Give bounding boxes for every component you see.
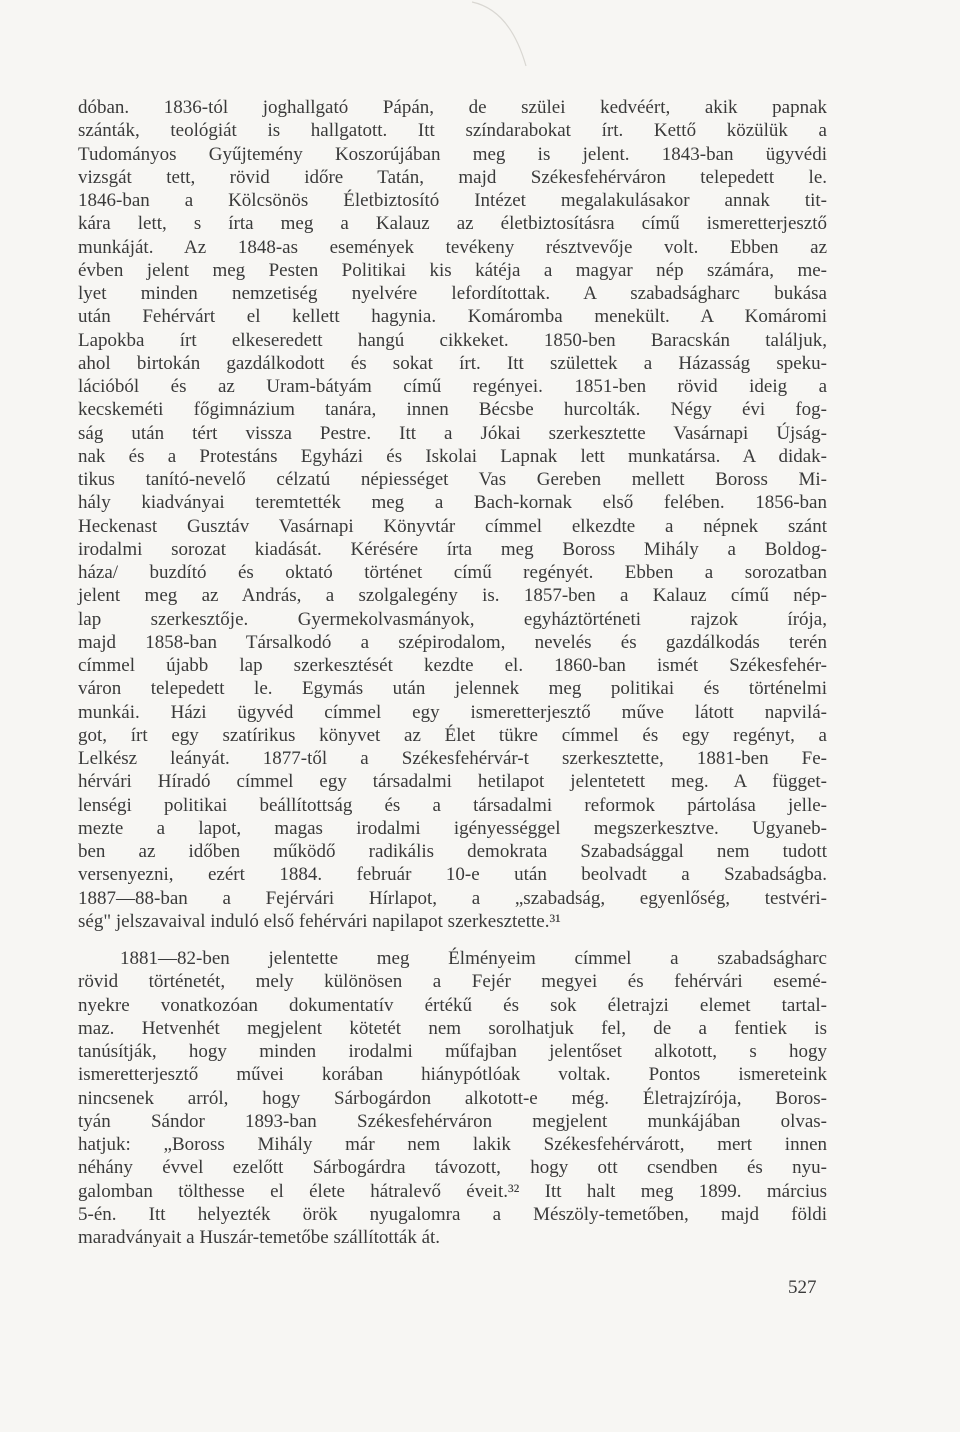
text-line: ság után tért vissza Pestre. Itt a Jókai szerkesztette Vasárnapi Újság- xyxy=(78,422,827,444)
text-line: jelent meg az András, a szolgalegény is. 1857-ben a Kalauz című nép- xyxy=(78,585,827,607)
text-line: Heckenast Gusztáv Vasárnapi Könyvtár címmel elkezdte a népnek szánt xyxy=(78,515,827,537)
text-line: galomban tölthesse el élete hátralevő éveit.³² Itt halt meg 1899. március xyxy=(78,1180,827,1202)
text-line: 1887—88-ban a Fejérvári Hírlapot, a „szabadság, egyenlőség, testvéri- xyxy=(78,887,827,909)
text-line: vizsgát tett, rövid időre Tatán, majd Székesfehérváron telepedett le. xyxy=(78,166,827,188)
text-line: munkái. Házi ügyvéd címmel egy ismeretterjesztő műve látott napvilá- xyxy=(78,701,827,723)
text-line: Lelkész leányát. 1877-től a Székesfehérvár-t szerkesztette, 1881-ben Fe- xyxy=(78,748,827,769)
text-line: ismeretterjesztő művei korában hiánypótlóak voltak. Pontos ismereteink xyxy=(78,1064,827,1086)
text-line: munkáját. Az 1848-as események tevékeny résztvevője volt. Ebben az xyxy=(78,236,827,258)
text-line: tikus tanító-nevelő célzatú népiességet Vas Gereben mellett Boross Mi- xyxy=(78,469,827,490)
text-line: szánták, teológiát is hallgatott. Itt színdarabokat írt. Kettő közülük a xyxy=(78,120,827,142)
text-line: lációból és az Uram-bátyám című regényei. 1851-ben rövid ideig a xyxy=(78,376,827,397)
paragraph-1 xyxy=(78,96,827,933)
text-line: ahol birtokán gazdálkodott és sokat írt. Itt születtek a Házasság speku- xyxy=(78,352,827,374)
text-line: ben az időben működő radikális demokrata Szabadsággal nem tudott xyxy=(78,841,827,862)
text-line: hály kiadványai teremtették meg a Bach-kornak első felében. 1856-ban xyxy=(78,492,827,514)
text-line: Lapokba írt elkeseredett hangú cikkeket. 1850-ben Baracskán találjuk, xyxy=(78,329,827,351)
text-line: maradványait a Huszár-temetőbe szállították át. xyxy=(78,1227,441,1248)
text-line: ség" jelszavaival induló első fehérvári napilapot szerkesztette.³¹ xyxy=(78,910,561,932)
page-corner-fold-mark xyxy=(470,0,530,70)
text-line: lenségi politikai beállítottság és a társadalmi reformok pártolása jelle- xyxy=(78,794,827,816)
text-line: kára lett, s írta meg a Kalauz az életbiztosításra című ismeretterjesztő xyxy=(78,213,827,235)
text-line: lyet minden nemzetiség nyelvére lefordítottak. A szabadságharc bukása xyxy=(78,283,827,304)
text-line: háza/ buzdító és oktató történet című regényét. Ebben a sorozatban xyxy=(78,562,827,583)
text-line: 1846-ban a Kölcsönös Életbiztosító Intézet megalakulásakor annak tit- xyxy=(78,190,827,211)
text-line: évben jelent meg Pesten Politikai kis kátéja a magyar nép számára, me- xyxy=(78,259,827,281)
text-line: lap szerkesztője. Gyermekolvasmányok, egyháztörténeti rajzok írója, xyxy=(78,608,827,630)
paragraph-2 xyxy=(78,947,827,1249)
text-line: got, írt egy szatírikus könyvet az Élet tükre címmel és egy regényt, a xyxy=(78,724,827,746)
text-line: kecskeméti főgimnázium tanára, innen Bécsbe hurcolták. Négy évi fog- xyxy=(78,399,827,421)
text-line: 1881—82-ben jelentette meg Élményeim címmel a szabadságharc xyxy=(120,948,827,969)
text-line: néhány évvel ezelőtt Sárbogárdra távozott, hogy ott csendben és nyu- xyxy=(78,1157,827,1179)
text-line: hatjuk: „Boross Mihály már nem lakik Székesfehérvárott, mert innen xyxy=(78,1134,827,1155)
text-line: irodalmi sorozat kiadását. Kérésére írta meg Boross Mihály a Boldog- xyxy=(78,538,827,560)
text-line: címmel újabb lap szerkesztését kezdte el. 1860-ban ismét Székesfehér- xyxy=(78,655,827,676)
text-line: hérvári Híradó címmel egy társadalmi hetilapot jelentetett meg. A függet- xyxy=(78,771,827,793)
text-line: maz. Hetvenhét megjelent kötetét nem sorolhatjuk fel, de a fentiek is xyxy=(78,1017,827,1039)
text-line: dóban. 1836-tól joghallgató Pápán, de szülei kedvéért, akik papnak xyxy=(78,97,827,118)
text-line: váron telepedett le. Egymás után jelennek meg politikai és történelmi xyxy=(78,678,827,700)
paragraph-gap xyxy=(78,933,827,947)
text-line: után Fehérvárt el kellett hagynia. Komáromba menekült. A Komáromi xyxy=(78,306,827,328)
page-number: 527 xyxy=(788,1277,817,1298)
text-line: 5-én. Itt helyezték örök nyugalomra a Mészöly-temetőben, majd földi xyxy=(78,1203,827,1225)
text-line: nyekre vonatkozóan dokumentatív értékű és sok életrajzi elemet tartal- xyxy=(78,994,827,1016)
text-line: versenyezni, ezért 1884. február 10-e után beolvadt a Szabadságba. xyxy=(78,864,827,886)
text-line: mezte a lapot, magas irodalmi igényességgel megszerkesztve. Ugyaneb- xyxy=(78,817,827,839)
text-line: nak és a Protestáns Egyházi és Iskolai Lapnak lett munkatársa. A didak- xyxy=(78,445,827,467)
page-body xyxy=(78,96,827,1249)
text-line: tanúsítják, hogy minden irodalmi műfajban jelentőset alkotott, s hogy xyxy=(78,1041,827,1062)
text-line: tyán Sándor 1893-ban Székesfehérváron megjelent munkájában olvas- xyxy=(78,1110,827,1132)
text-line: nincsenek arról, hogy Sárbogárdon alkotott-e még. Életrajzírója, Boros- xyxy=(78,1087,827,1109)
text-line: majd 1858-ban Társalkodó a szépirodalom, nevelés és gazdálkodás terén xyxy=(78,631,827,653)
text-line: rövid történetét, mely különösen a Fejér megyei és fehérvári esemé- xyxy=(78,971,827,993)
text-line: Tudományos Gyűjtemény Koszorújában meg is jelent. 1843-ban ügyvédi xyxy=(78,143,827,165)
